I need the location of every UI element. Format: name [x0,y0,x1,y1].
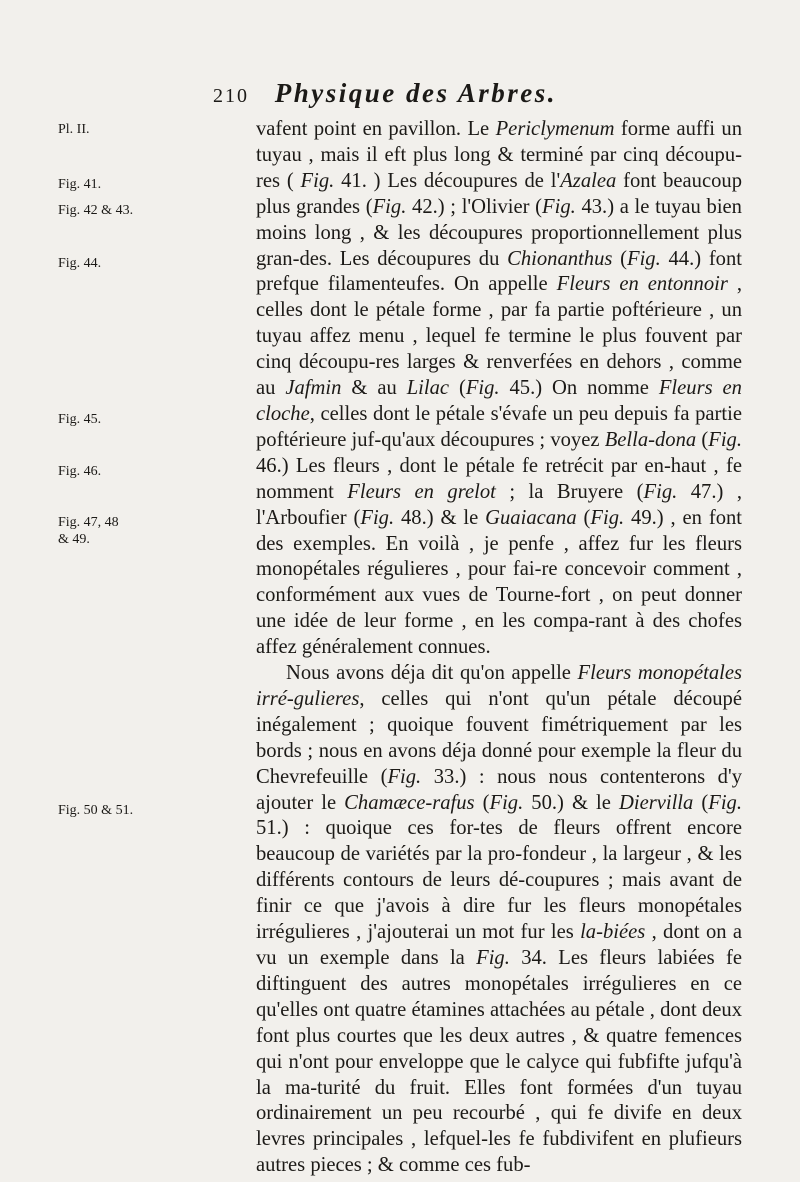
italic-text: Fig. [465,377,500,400]
page-number: 210 [213,85,249,107]
text-run: 46.) Les fleurs , dont le pétale fe retrécit par en-haut , fe nomment [256,454,742,503]
text-run: font beaucoup plus grandes ( [256,169,743,218]
margin-note-fig-49: & 49. [58,532,90,547]
text-run: , celles dont le pétale s'évafe un peu depuis fa partie poftérieure juf-qu'aux découpures ; voyez [256,402,742,451]
margin-note-plate: Pl. II. [58,122,90,137]
text-run: , celles qui n'ont qu'un pétale découpé inégalement ; quoique fouvent fimétriquement par les bords ; nous en avons déja donné pour exemple la fleur du Chevrefeuille ( [256,687,742,788]
margin-note-fig-45: Fig. 45. [58,412,102,427]
text-run: ( [474,791,490,814]
margin-note-fig-50-51: Fig. 50 & 51. [58,803,134,818]
italic-text: Bella-dona [604,428,697,451]
italic-text: Jafmin [285,377,342,400]
text-run: ( [612,247,627,270]
italic-text: Fig. [372,195,407,218]
text-run: 41. ) Les découpures de l' [334,169,561,192]
text-run: ( [696,428,709,451]
italic-text: Fig. [300,169,335,192]
italic-text: Fig. [708,428,742,451]
running-header [213,78,557,109]
italic-text: Guaiacana [485,506,577,529]
italic-text: Fig. [708,791,742,814]
text-run: Nous avons déja dit qu'on appelle [286,662,578,685]
italic-text: Fig. [387,765,422,788]
italic-text: Fig. [476,947,510,969]
italic-text: la-biées [580,921,646,944]
italic-text: Fig. [643,480,678,503]
text-run: 48.) & le [394,506,486,529]
italic-text: Chamæce-rafus [344,791,475,814]
text-run: ( [449,377,466,400]
text-run: vafent point en pavillon. Le [256,118,496,140]
text-run: & au [341,377,407,400]
italic-text: Chionanthus [507,247,613,270]
running-title: Physique des Arbres. [274,78,558,108]
text-run: 50.) & le [523,791,619,814]
text-run: 44.) font prefque filamenteufes. On appelle [256,247,742,296]
text-run: ; la Bruyere ( [495,480,644,503]
text-run: 51.) : quoique ces for-tes de fleurs offrent encore beaucoup de variétés par la pro-fondeur , la largeur , & les différents contours de leurs dé-coupures ; mais avant de finir ce que j'avois à dire fur les fleurs monopétales irrégulieres , j'ajouterai un mot fur les [256,817,742,944]
italic-text: Periclymenum [495,118,615,140]
italic-text: Fig. [542,195,576,218]
text-run: 47.) , l'Arboufier ( [256,480,742,529]
margin-note-fig-42-43: Fig. 42 & 43. [58,203,134,218]
italic-text: Fleurs en grelot [347,480,496,503]
margin-note-fig-44: Fig. 44. [58,256,102,271]
text-run: 34. Les fleurs labiées fe diftinguent des autres monopétales irrégulieres en ce qu'elles ont quatre étamines attachées au pétale , dont deux font plus courtes que les deux autres , & quatre femences qui n'ont pour enveloppe que le calyce qui fubfifte jufqu'à la ma-turité du fruit. Elles font formées d'un tuyau ordinairement un peu recourbé , qui fe divife en deux levres principales , lefquel-les fe fubdivifent en plufieurs autres pieces ; & comme ces fub- [256,947,742,1177]
text-run: forme auffi un tuyau , mais il eft plus long & terminé par cinq découpu-res ( [256,118,742,192]
body-text [256,117,742,1179]
italic-text: Fleurs monopétales irré-gulieres [256,662,742,710]
margin-note-fig-47-48: Fig. 47, 48 [58,515,119,530]
text-run: , dont on a vu un exemple dans la [256,921,742,969]
text-run: 33.) : nous nous contenterons d'y ajouter le [256,765,742,814]
text-run: 43.) a le tuyau bien moins long , & les découpures proportionnellement plus gran-des. Les découpures du [256,195,742,270]
margin-note-fig-46: Fig. 46. [58,464,102,479]
italic-text: Diervilla [618,791,694,814]
italic-text: Fig. [627,247,661,270]
italic-text: Fig. [489,791,524,814]
italic-text: Lilac [406,377,450,400]
italic-text: Fleurs en entonnoir [556,273,728,296]
text-run: 42.) ; l'Olivier ( [406,195,543,218]
margin-note-fig-41: Fig. 41. [58,177,102,192]
text-run: ( [693,791,709,814]
text-run: 45.) On nomme [499,377,659,400]
text-run: ( [576,506,591,529]
italic-text: Fleurs en cloche [256,377,742,425]
italic-text: Azalea [560,169,617,192]
paragraph [256,117,742,661]
text-run: 49.) , en font des exemples. En voilà , je penfe , affez fur les fleurs monopétales régulieres , pour fai-re concevoir comment , conformément aux vues de Tourne-fort , on peut donner une idée de leur forme , en les compa-rant à des chofes affez généralement connues. [256,506,743,659]
italic-text: Fig. [590,506,625,529]
paragraph [256,661,742,1179]
text-run: , celles dont le pétale forme , par fa partie poftérieure , un tuyau affez menu , lequel fe termine le plus fouvent par cinq découpu-res larges & renverfées en dehors , comme au [256,273,743,400]
italic-text: Fig. [360,506,395,529]
